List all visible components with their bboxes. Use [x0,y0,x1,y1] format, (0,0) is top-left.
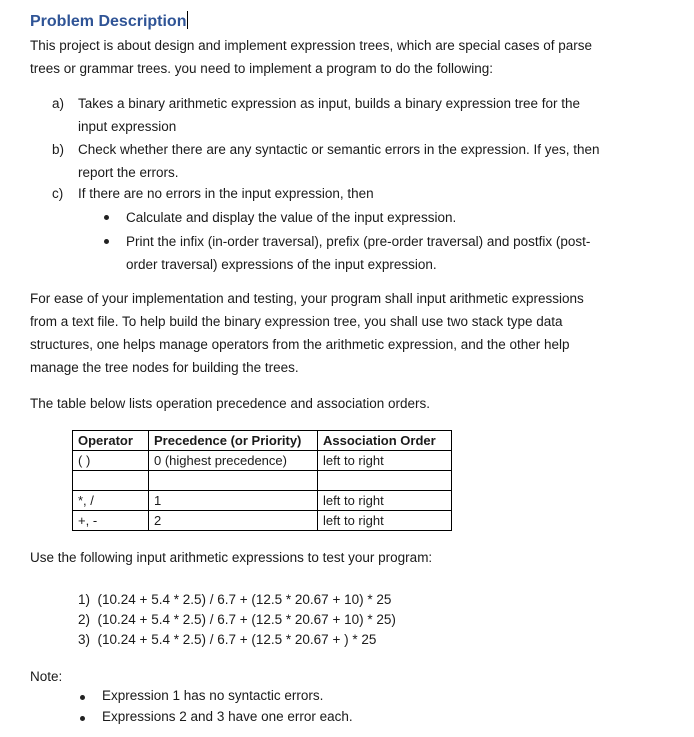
column-header: Operator [73,431,149,451]
task-a-marker: a) [52,96,65,111]
note-item: Expressions 2 and 3 have one error each. [102,709,353,724]
table-cell: +, - [73,511,149,531]
bullet-icon [80,695,85,700]
table-cell: 0 (highest precedence) [149,451,318,471]
table-row [73,471,452,491]
table-cell: left to right [318,491,452,511]
intro-paragraph: This project is about design and implement expression trees, which are special cases of parse trees or grammar trees. you need to implement a program to do the following: [30,38,593,76]
column-header: Precedence (or Priority) [149,431,318,451]
subtask-2: Print the infix (in-order traversal), prefix (pre-order traversal) and postfix (post- order traversal) expressions of the input expression. [126,234,591,272]
table-intro: The table below lists operation precedence and association orders. [30,396,430,411]
task-c-marker: c) [52,186,64,201]
note-item: Expression 1 has no syntactic errors. [102,688,324,703]
test-expression: 3) (10.24 + 5.4 * 2.5) / 6.7 + (12.5 * 20.67 + ) * 25 [78,632,377,647]
task-b: Check whether there are any syntactic or semantic errors in the expression. If yes, then report the errors. [78,142,600,180]
table-header-row [73,431,452,451]
tests-intro: Use the following input arithmetic expressions to test your program: [30,550,433,565]
bullet-icon [80,716,85,721]
table-cell: 1 [149,491,318,511]
table-cell: left to right [318,451,452,471]
note-label: Note: [30,669,63,684]
table-cell: ( ) [73,451,149,471]
page-title: Problem Description [30,13,187,30]
table-cell [73,471,149,491]
table-cell: 2 [149,511,318,531]
text-cursor [187,11,188,29]
test-expression-list [78,590,396,650]
table-cell: *, / [73,491,149,511]
bullet-icon [104,239,109,244]
test-expression: 2) (10.24 + 5.4 * 2.5) / 6.7 + (12.5 * 20.67 + 10) * 25) [78,612,396,627]
table-row [73,511,452,531]
table-cell [149,471,318,491]
table-cell: left to right [318,511,452,531]
task-c: If there are no errors in the input expression, then [78,186,374,201]
table-cell [318,471,452,491]
task-b-marker: b) [52,142,65,157]
column-header: Association Order [318,431,452,451]
table-row [73,491,452,511]
subtask-1: Calculate and display the value of the input expression. [126,210,457,225]
implementation-paragraph: For ease of your implementation and testing, your program shall input arithmetic expressions from a text file. To help build the binary expression tree, you shall use two stack type data structures, one helps manage operators from the arithmetic expression, and the other help manage the tree nodes for building the trees. [30,291,584,375]
bullet-icon [104,215,109,220]
task-a: Takes a binary arithmetic expression as input, builds a binary expression tree for the input expression [78,96,581,134]
precedence-table [72,430,452,531]
table-row [73,451,452,471]
test-expression: 1) (10.24 + 5.4 * 2.5) / 6.7 + (12.5 * 20.67 + 10) * 25 [78,592,392,607]
